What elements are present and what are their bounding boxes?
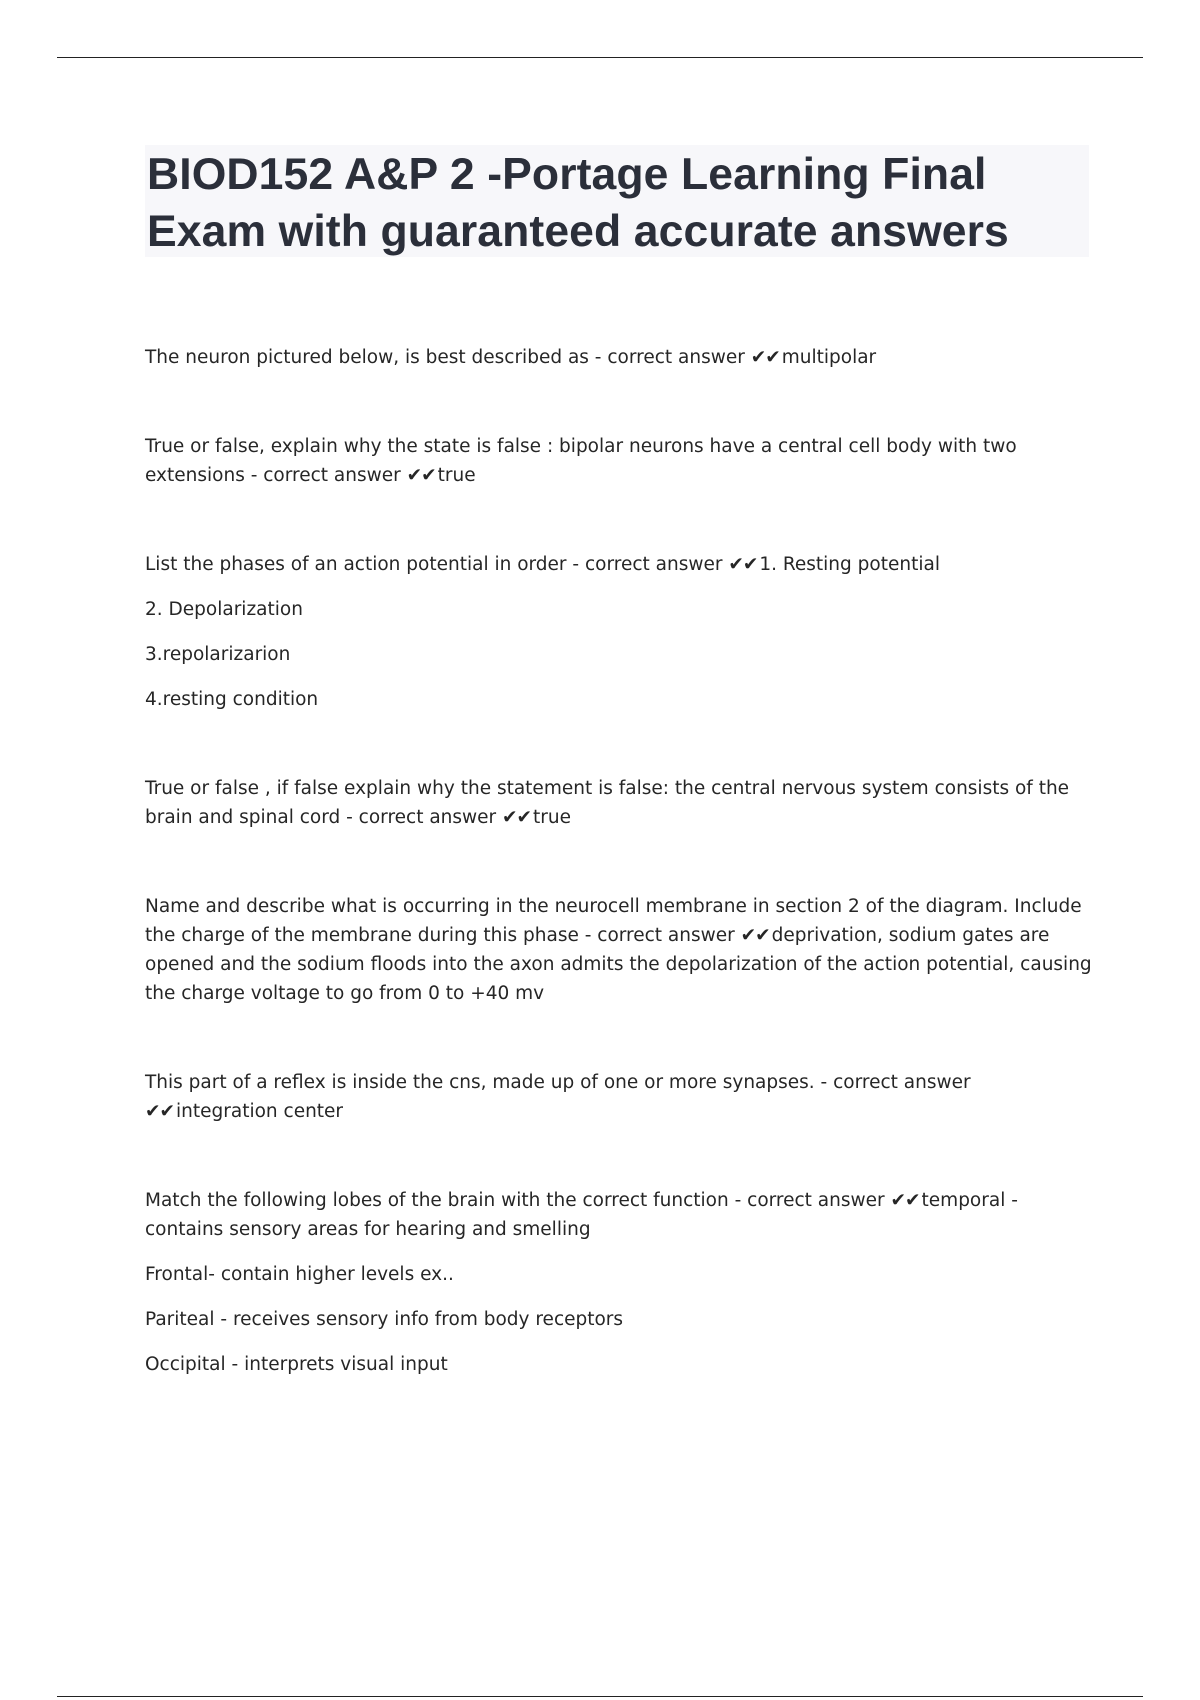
answer-line: 3.repolarizarion [145, 644, 291, 665]
qa-item [145, 343, 1095, 372]
answer-text: deprivation, sodium gates are opened and the sodium floods into the axon admits the depolarization of the action potential, causing the charge voltage to go from 0 to +40 mv [145, 925, 1092, 1004]
qa-text [145, 774, 1095, 832]
qa-item [145, 432, 1095, 490]
qa-item [145, 774, 1095, 832]
question-text: Match the following lobes of the brain with the correct function - correct answer [145, 1190, 891, 1211]
question-text: True or false , if false explain why the statement is false: the central nervous system consists of the brain and spinal cord - correct answer [145, 778, 1070, 828]
check-mark-icon: ✔✔ [502, 807, 532, 828]
title-line-2: Exam with guaranteed accurate answers [147, 207, 1009, 256]
question-text: List the phases of an action potential in order - correct answer [145, 554, 729, 575]
qa-text [145, 343, 1095, 372]
question-text: True or false, explain why the state is false : bipolar neurons have a central cell body with two extensions - correct answer [145, 436, 1017, 486]
answer-line: Occipital - interprets visual input [145, 1354, 448, 1375]
check-mark-icon: ✔✔ [728, 554, 758, 575]
qa-text [145, 1068, 1095, 1126]
qa-text [145, 1186, 1095, 1244]
answer-text: temporal - contains sensory areas for hearing and smelling [145, 1190, 1018, 1240]
document-title [147, 146, 1107, 260]
question-text: The neuron pictured below, is best described as - correct answer [145, 347, 751, 368]
qa-list [145, 343, 1095, 1439]
qa-text [145, 550, 1095, 579]
check-mark-icon: ✔✔ [145, 1101, 175, 1122]
qa-item [145, 1068, 1095, 1126]
bottom-rule [57, 1696, 1143, 1697]
answer-line: Frontal- contain higher levels ex.. [145, 1264, 454, 1285]
qa-text [145, 432, 1095, 490]
qa-item [145, 892, 1095, 1008]
answer-line: Pariteal - receives sensory info from body receptors [145, 1309, 624, 1330]
check-mark-icon: ✔✔ [406, 465, 436, 486]
answer-text: true [437, 465, 476, 486]
title-line-1: BIOD152 A&P 2 -Portage Learning Final [147, 150, 987, 199]
top-rule [57, 57, 1143, 58]
qa-item [145, 550, 1095, 714]
question-text: Name and describe what is occurring in the neurocell membrane in section 2 of the diagram. Include the charge of the membrane during this phase - correct answer [145, 896, 1082, 946]
answer-text: true [533, 807, 572, 828]
check-mark-icon: ✔✔ [890, 1190, 920, 1211]
check-mark-icon: ✔✔ [740, 925, 770, 946]
answer-line: 4.resting condition [145, 689, 319, 710]
qa-item [145, 1186, 1095, 1379]
answer-text: multipolar [781, 347, 877, 368]
check-mark-icon: ✔✔ [750, 347, 780, 368]
answer-text: 1. Resting potential [759, 554, 940, 575]
answer-line: 2. Depolarization [145, 599, 303, 620]
answer-text: integration center [176, 1101, 344, 1122]
qa-text [145, 892, 1095, 1008]
question-text: This part of a reflex is inside the cns, made up of one or more synapses. - correct answer [145, 1072, 971, 1093]
